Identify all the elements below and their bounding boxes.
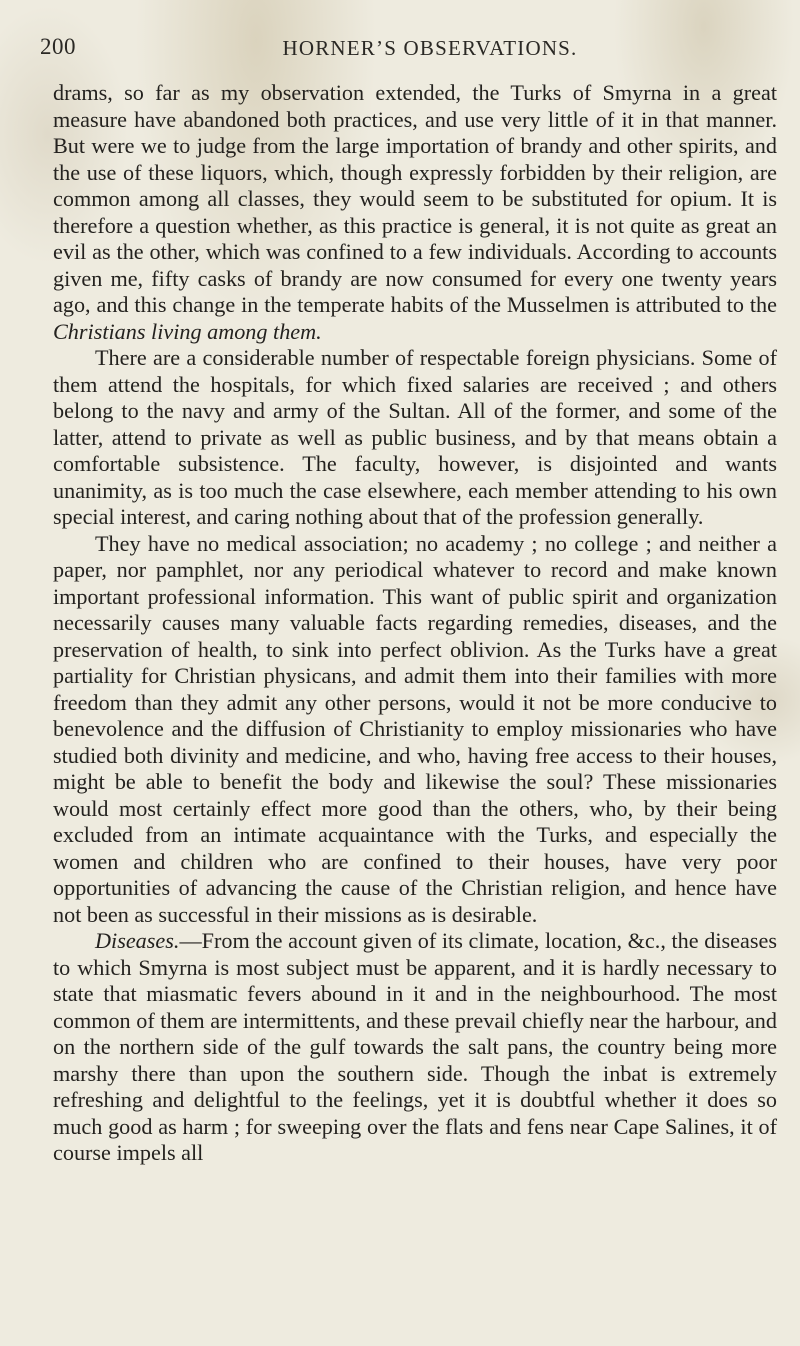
paragraph-physicians xyxy=(53,345,777,531)
page-number: 200 xyxy=(40,34,76,59)
paragraph-text: —From the account given of its climate, location, &c., the diseases to which Smyrna is most subject must be apparent, and it is hardly necessary to state that miasmatic fevers abound in it and in the neighbourhood. The most common of them are intermittents, and these prevail chiefly near the harbour, and on the northern side of the gulf towards the salt pans, the country being more marshy there than upon the southern side. Though the inbat is extremely refreshing and delightful to the feelings, yet it is doubtful whether it does so much good as harm ; for sweeping over the flats and fens near Cape Salines, it of course impels all xyxy=(53,928,777,1165)
paragraph-text: They have no medical association; no academy ; no college ; and neither a paper, nor pamphlet, nor any periodical whatever to record and make known important professional information. This want of public spirit and organization necessarily causes many valuable facts regarding remedies, diseases, and the preservation of health, to sink into perfect oblivion. As the Turks have a great partiality for Christian physicans, and admit them into their families with more freedom than they admit any other persons, would it not be more conducive to benevolence and the diffusion of Christianity to employ missionaries who have studied both divinity and medicine, and who, having free access to their houses, might be able to benefit the body and likewise the soul? These missionaries would most certainly effect more good than the others, who, by their being excluded from an intimate acquaintance with the Turks, and especially the women and children who are confined to their houses, have very poor opportunities of advancing the cause of the Christian religion, and hence have not been as successful in their missions as is desirable. xyxy=(53,530,777,927)
paragraph-text: drams, so far as my observation extended, the Turks of Smyrna in a great measure have abandoned both practices, and use very little of it in that manner. But were we to judge from the large importation of brandy and other spirits, and the use of these liquors, which, though expressly forbidden by their religion, are common among all classes, they would seem to be substituted for opium. It is therefore a question whether, as this practice is general, it is not quite as great an evil as the other, which was confined to a few individuals. According to accounts given me, fifty casks of brandy are now consumed for every one twenty years ago, and this change in the temperate habits of the Musselmen is attributed to the xyxy=(53,80,777,317)
paragraph-text: There are a considerable number of respectable foreign physicians. Some of them attend the hospitals, for which fixed salaries are received ; and others belong to the navy and army of the Sultan. All of the former, and some of the latter, attend to private as well as public business, and by that means obtain a comfortable subsistence. The faculty, however, is disjointed and wants unanimity, as is too much the case elsewhere, each member attending to his own special interest, and caring nothing about that of the profession generally. xyxy=(53,345,777,529)
italic-phrase: Christians living among them. xyxy=(53,318,322,344)
section-heading-diseases: Diseases. xyxy=(95,928,180,953)
body-text xyxy=(53,80,777,1167)
running-head xyxy=(0,28,800,68)
paragraph-medical-association xyxy=(53,531,777,929)
running-title: HORNER’S OBSERVATIONS. xyxy=(282,36,578,60)
paragraph-opium-brandy xyxy=(53,80,777,345)
paragraph-diseases xyxy=(53,928,777,1167)
